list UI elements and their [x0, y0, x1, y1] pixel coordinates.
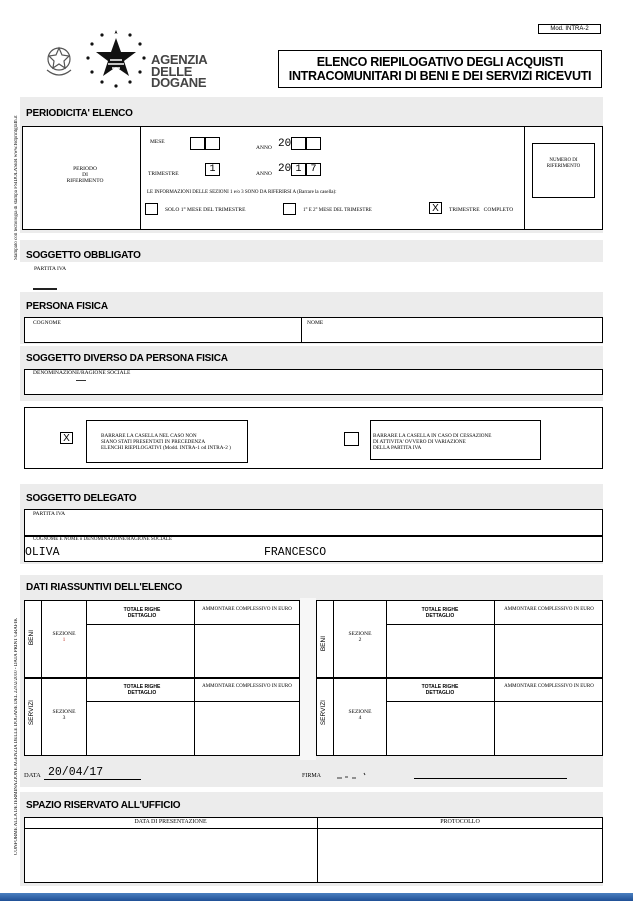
anno2-digit-2[interactable]: 7 [306, 163, 321, 176]
servizi-label-3: SERVIZI [28, 700, 35, 726]
soggetto-obbligato-title: SOGGETTO OBBLIGATO [26, 250, 141, 261]
beni-label-2: BENI [320, 636, 327, 652]
data-value[interactable]: 20/04/17 [48, 766, 104, 779]
sezione-2-label: SEZIONE 2 [348, 631, 372, 643]
no-previous-lists-text-3: ELENCHI RIEPILOGATIVI (Modd. INTRA-1 od INTRA-2 ) [101, 445, 231, 451]
sez4-col-righe: TOTALE RIGHE DETTAGLIO [421, 684, 459, 696]
option-trimestre-completo-checkbox[interactable]: X [429, 202, 442, 214]
sez4-righe-field[interactable] [388, 703, 492, 754]
nome-field[interactable] [305, 328, 599, 341]
cognome-label: COGNOME [33, 320, 61, 326]
numero-riferimento-box[interactable] [532, 143, 595, 198]
protocollo-field[interactable] [319, 830, 601, 881]
beni-label-1: BENI [28, 630, 35, 646]
sez1-col-righe: TOTALE RIGHE DETTAGLIO [123, 607, 161, 619]
option-solo-primo-mese-label: SOLO 1° MESE DEL TRIMESTRE [165, 207, 246, 213]
soggetto-delegato-title: SOGGETTO DELEGATO [26, 493, 137, 504]
anno-prefix: 20 [278, 138, 292, 150]
side-print-text: Stampato con tecnologia di stampa FSIDOLASER www.fsdprintgrafh.it [14, 115, 19, 260]
sez2-col-righe: TOTALE RIGHE DETTAGLIO [421, 607, 459, 619]
denominazione-field[interactable] [28, 378, 598, 392]
data-presentazione-label: DATA DI PRESENTAZIONE [134, 819, 207, 825]
firma-label: FIRMA [302, 773, 322, 779]
delegato-cognome-value[interactable]: OLIVA [25, 546, 60, 559]
form-title-line2: INTRACOMUNITARI DI BENI E DEI SERVIZI RICEVUTI [288, 69, 592, 83]
form-title-box [278, 50, 602, 88]
option-primo-secondo-mese-checkbox[interactable] [283, 203, 296, 215]
cessazione-attivita-checkbox[interactable] [344, 432, 359, 446]
periodo-label: PERIODO DI RIFERIMENTO [66, 166, 104, 184]
sezione-3-label: SEZIONE 3 [52, 709, 76, 721]
cessazione-attivita-note [370, 420, 541, 460]
delegato-partita-iva-label: PARTITA IVA [33, 511, 66, 517]
mese-digit-2[interactable] [205, 137, 220, 150]
sez1-col-ammontare: AMMONTARE COMPLESSIVO IN EURO [202, 607, 292, 612]
dati-riassuntivi-title: DATI RIASSUNTIVI DELL'ELENCO [26, 582, 183, 593]
data-presentazione-field[interactable] [26, 830, 315, 881]
data-label: DATA [24, 772, 41, 779]
cessazione-text-2: DI ATTIVITA' OVVERO DI VARIAZIONE [373, 439, 466, 445]
trimestre-label: TRIMESTRE [148, 171, 179, 177]
firma-field[interactable] [334, 768, 384, 778]
anno2-digit-1[interactable]: 1 [291, 163, 306, 176]
nome-label: NOME [307, 320, 324, 326]
sez2-righe-field[interactable] [388, 626, 492, 676]
option-primo-secondo-mese-label: 1° E 2° MESE DEL TRIMESTRE [303, 208, 372, 213]
sezione-1-label: SEZIONE 1 [52, 631, 76, 643]
persona-fisica-title: PERSONA FISICA [26, 301, 108, 312]
periodicita-title: PERIODICITA' ELENCO [26, 108, 133, 119]
soggetto-diverso-title: SOGGETTO DIVERSO DA PERSONA FISICA [26, 353, 228, 364]
delegato-partita-iva-field[interactable] [28, 519, 598, 533]
signature-scribble-icon [334, 771, 384, 781]
no-previous-lists-checkbox[interactable]: X [60, 432, 73, 444]
cessazione-text-1: BARRARE LA CASELLA IN CASO DI CESSAZIONE [373, 433, 492, 439]
sez3-ammontare-field[interactable] [196, 703, 298, 754]
anno2-prefix: 20 [278, 163, 292, 175]
anno-digit-2[interactable] [306, 137, 321, 150]
periodicita-info-text: LE INFORMAZIONI DELLE SEZIONI 1 e/o 3 SONO DA RIFERIRSI A (Barrare la casella): [147, 190, 337, 195]
denominazione-label: DENOMINAZIONE/RAGIONE SOCIALE [33, 370, 131, 376]
agency-name: AGENZIA DELLE DOGANE [151, 52, 208, 90]
option-solo-primo-mese-checkbox[interactable] [145, 203, 158, 215]
form-title-line1: ELENCO RIEPILOGATIVO DEGLI ACQUISTI [316, 55, 564, 69]
servizi-label-4: SERVIZI [320, 700, 327, 726]
sez3-col-ammontare: AMMONTARE COMPLESSIVO IN EURO [202, 684, 292, 689]
sez2-col-ammontare: AMMONTARE COMPLESSIVO IN EURO [504, 607, 594, 612]
no-previous-lists-text-1: BARRARE LA CASELLA NEL CASO NON [101, 433, 197, 439]
obbligato-partita-iva-field[interactable] [30, 274, 590, 290]
side-conformity-text: CONFORME ALLA DETERMINAZIONE AGENZIA DELLE DOGANE DEL 22/02/2010 - DATA PRINT GRAFIK [14, 618, 19, 855]
sez3-righe-field[interactable] [88, 703, 192, 754]
repubblica-emblem-icon [42, 42, 76, 80]
os-taskbar[interactable] [0, 893, 633, 901]
numero-riferimento-label-1: NUMERO DI [549, 158, 578, 163]
sezione-4-label: SEZIONE 4 [348, 709, 372, 721]
sez4-ammontare-field[interactable] [496, 703, 601, 754]
ufficio-title: SPAZIO RISERVATO ALL'UFFICIO [26, 800, 181, 811]
mod-label: Mod. INTRA-2 [538, 24, 601, 34]
protocollo-label: PROTOCOLLO [440, 819, 480, 825]
delegato-nome-value[interactable]: FRANCESCO [264, 546, 327, 559]
agenzia-logo-icon [84, 30, 148, 90]
mese-label: MESE [150, 139, 165, 145]
anno-digit-1[interactable] [291, 137, 306, 150]
no-previous-lists-note [86, 420, 248, 463]
obbligato-partita-iva-label: PARTITA IVA [34, 266, 67, 272]
sez2-ammontare-field[interactable] [496, 626, 601, 676]
cognome-field[interactable] [28, 328, 296, 341]
trimestre-digit[interactable]: 1 [205, 163, 220, 176]
cessazione-text-3: DELLA PARTITA IVA [373, 445, 422, 451]
sez1-righe-field[interactable] [88, 626, 192, 676]
sez1-ammontare-field[interactable] [196, 626, 298, 676]
mese-digit-1[interactable] [190, 137, 205, 150]
anno-label: ANNO [256, 145, 272, 151]
option-trimestre-completo-label: TRIMESTRE COMPLETO [449, 207, 514, 213]
sez3-col-righe: TOTALE RIGHE DETTAGLIO [123, 684, 161, 696]
no-previous-lists-text-2: SIANO STATI PRESENTATI IN PRECEDENZA [101, 439, 206, 445]
numero-riferimento-label-2: RIFERIMENTO [546, 164, 581, 169]
anno2-label: ANNO [256, 171, 272, 177]
sez4-col-ammontare: AMMONTARE COMPLESSIVO IN EURO [504, 684, 594, 689]
delegato-cognome-nome-label: COGNOME E NOME o DENOMINAZIONE/RAGIONE SOCIALE [33, 537, 173, 542]
